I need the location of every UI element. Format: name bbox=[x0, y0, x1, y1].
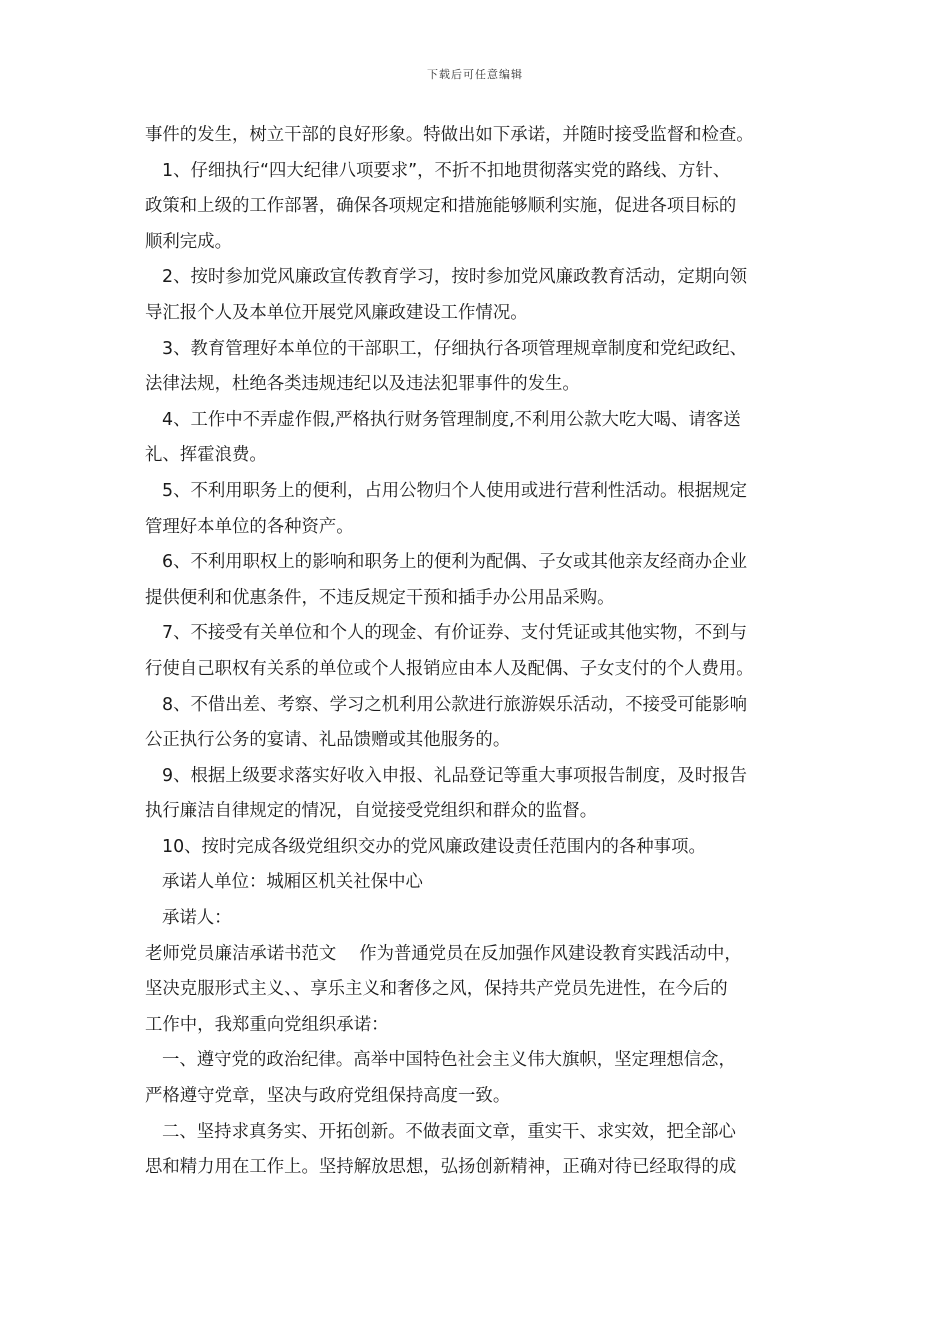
text-line: 坚决克服形式主义、、享乐主义和奢侈之风，保持共产党员先进性，在今后的 bbox=[145, 979, 728, 1000]
document-body bbox=[145, 118, 809, 1186]
text-line: 4、工作中不弄虚作假,严格执行财务管理制度,不利用公款大吃大喝、请客送 bbox=[162, 409, 741, 430]
text-line: 二、坚持求真务实、开拓创新。不做表面文章，重实干、求实效，把全部心 bbox=[162, 1121, 736, 1142]
page-header: 下载后可任意编辑 bbox=[427, 68, 523, 81]
text-line: 承诺人单位：城厢区机关社保中心 bbox=[162, 872, 423, 893]
text-line: 管理好本单位的各种资产。 bbox=[145, 516, 354, 537]
text-line: 6、不利用职权上的影响和职务上的便利为配偶、子女或其他亲友经商办企业 bbox=[162, 552, 747, 573]
text-line: 执行廉洁自律规定的情况，自觉接受党组织和群众的监督。 bbox=[145, 801, 598, 822]
text-line: 公正执行公务的宴请、礼品馈赠或其他服务的。 bbox=[145, 730, 511, 751]
text-line: 老师党员廉洁承诺书范文 作为普通党员在反加强作风建设教育实践活动中， bbox=[145, 943, 742, 964]
text-line: 5、不利用职务上的便利，占用公物归个人使用或进行营利性活动。根据规定 bbox=[162, 480, 747, 501]
text-line: 严格遵守党章，坚决与政府党组保持高度一致。 bbox=[145, 1086, 511, 1107]
text-line: 事件的发生，树立干部的良好形象。特做出如下承诺，并随时接受监督和检查。 bbox=[145, 125, 754, 145]
text-line: 提供便利和优惠条件，不违反规定干预和插手办公用品采购。 bbox=[145, 587, 615, 608]
text-line: 8、不借出差、考察、学习之机利用公款进行旅游娱乐活动，不接受可能影响 bbox=[162, 694, 747, 715]
text-line: 2、按时参加党风廉政宣传教育学习，按时参加党风廉政教育活动，定期向领 bbox=[162, 267, 747, 288]
text-line: 承诺人： bbox=[162, 908, 232, 929]
text-line: 10、按时完成各级党组织交办的党风廉政建设责任范围内的各种事项。 bbox=[162, 836, 706, 857]
text-line: 1、仔细执行“四大纪律八项要求”，不折不扣地贯彻落实党的路线、方针、 bbox=[162, 160, 731, 181]
text-line: 行使自己职权有关系的单位或个人报销应由本人及配偶、子女支付的个人费用。 bbox=[145, 658, 754, 679]
text-line: 导汇报个人及本单位开展党风廉政建设工作情况。 bbox=[145, 302, 528, 323]
text-line: 工作中，我郑重向党组织承诺： bbox=[145, 1014, 389, 1035]
text-line: 法律法规，杜绝各类违规违纪以及违法犯罪事件的发生。 bbox=[145, 374, 580, 395]
text-line: 7、不接受有关单位和个人的现金、有价证券、支付凭证或其他实物，不到与 bbox=[162, 623, 747, 644]
text-line: 政策和上级的工作部署，确保各项规定和措施能够顺利实施，促进各项目标的 bbox=[145, 196, 737, 217]
text-line: 9、根据上级要求落实好收入申报、礼品登记等重大事项报告制度，及时报告 bbox=[162, 765, 747, 786]
text-line: 一、遵守党的政治纪律。高举中国特色社会主义伟大旗帜，坚定理想信念， bbox=[162, 1050, 736, 1071]
text-line: 顺利完成。 bbox=[145, 231, 232, 252]
text-line: 礼、挥霍浪费。 bbox=[145, 445, 267, 466]
text-line: 思和精力用在工作上。坚持解放思想，弘扬创新精神，正确对待已经取得的成 bbox=[145, 1157, 737, 1178]
text-line: 3、教育管理好本单位的干部职工，仔细执行各项管理规章制度和党纪政纪、 bbox=[162, 338, 747, 359]
